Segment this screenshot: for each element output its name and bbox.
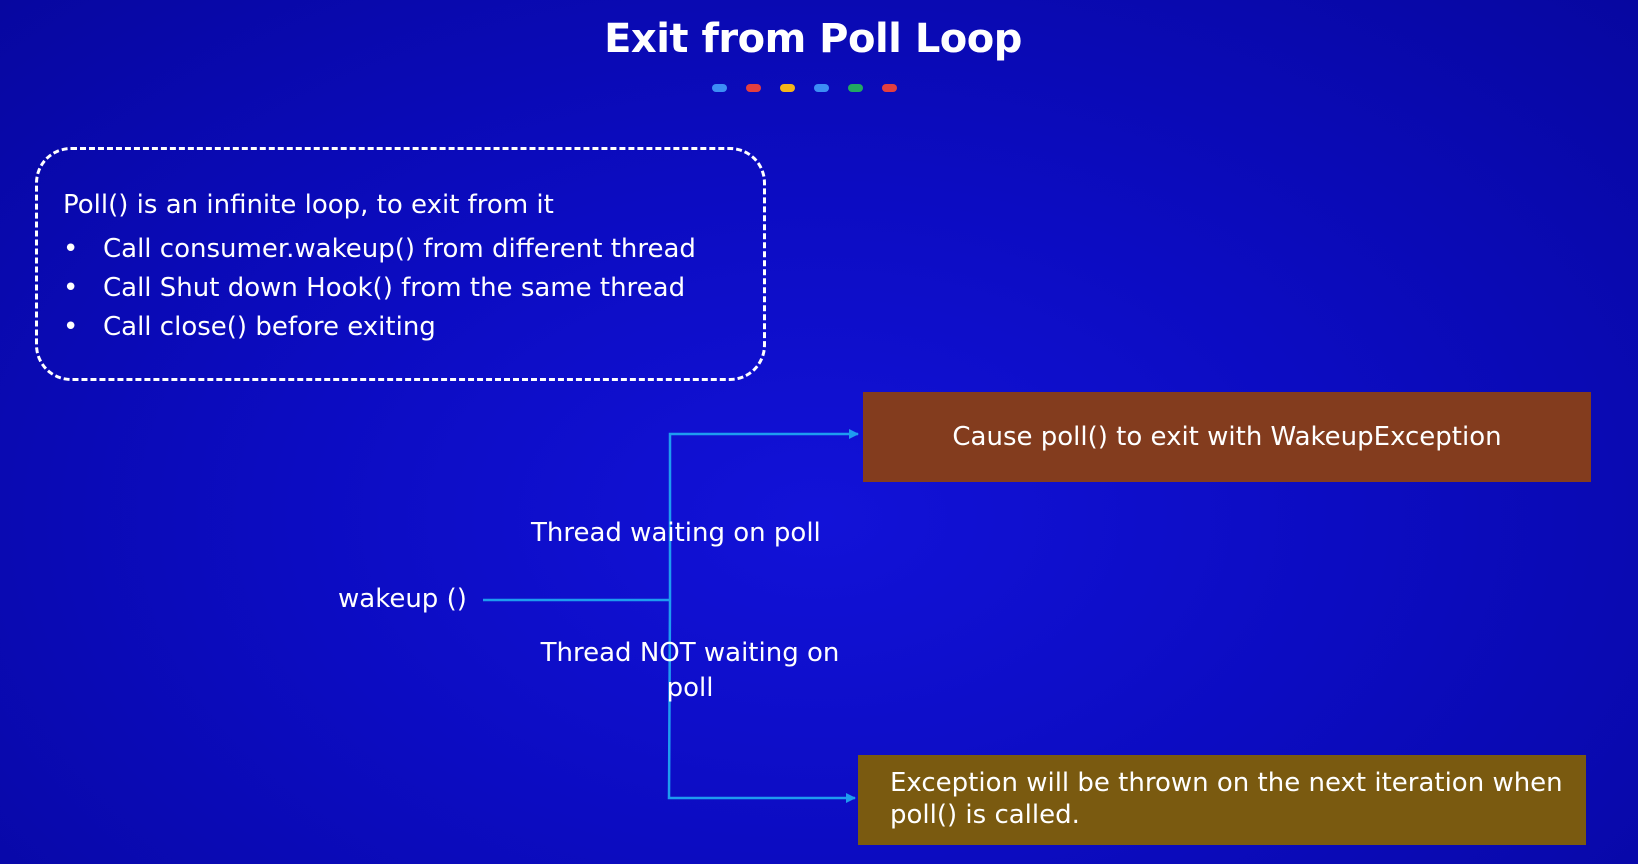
bullet-item: • Call Shut down Hook() from the same thread: [63, 269, 696, 308]
result-not-waiting-text: Exception will be thrown on the next iteration when poll() is called.: [890, 768, 1563, 830]
slide-title: Exit from Poll Loop: [604, 16, 1022, 62]
result-waiting-box: [863, 392, 1591, 482]
wakeup-label: wakeup (): [338, 584, 467, 614]
not-waiting-branch-label: Thread NOT waiting on poll: [540, 638, 840, 703]
result-waiting-text: Cause poll() to exit with WakeupException: [952, 422, 1502, 452]
waiting-branch-arrow: [670, 434, 858, 600]
result-not-waiting-box: [858, 755, 1586, 845]
note-intro: Poll() is an infinite loop, to exit from it: [63, 190, 554, 220]
bullet-item: • Call close() before exiting: [63, 308, 696, 347]
waiting-branch-label: Thread waiting on poll: [531, 518, 821, 548]
bullet-item: • Call consumer.wakeup() from different thread: [63, 230, 696, 269]
